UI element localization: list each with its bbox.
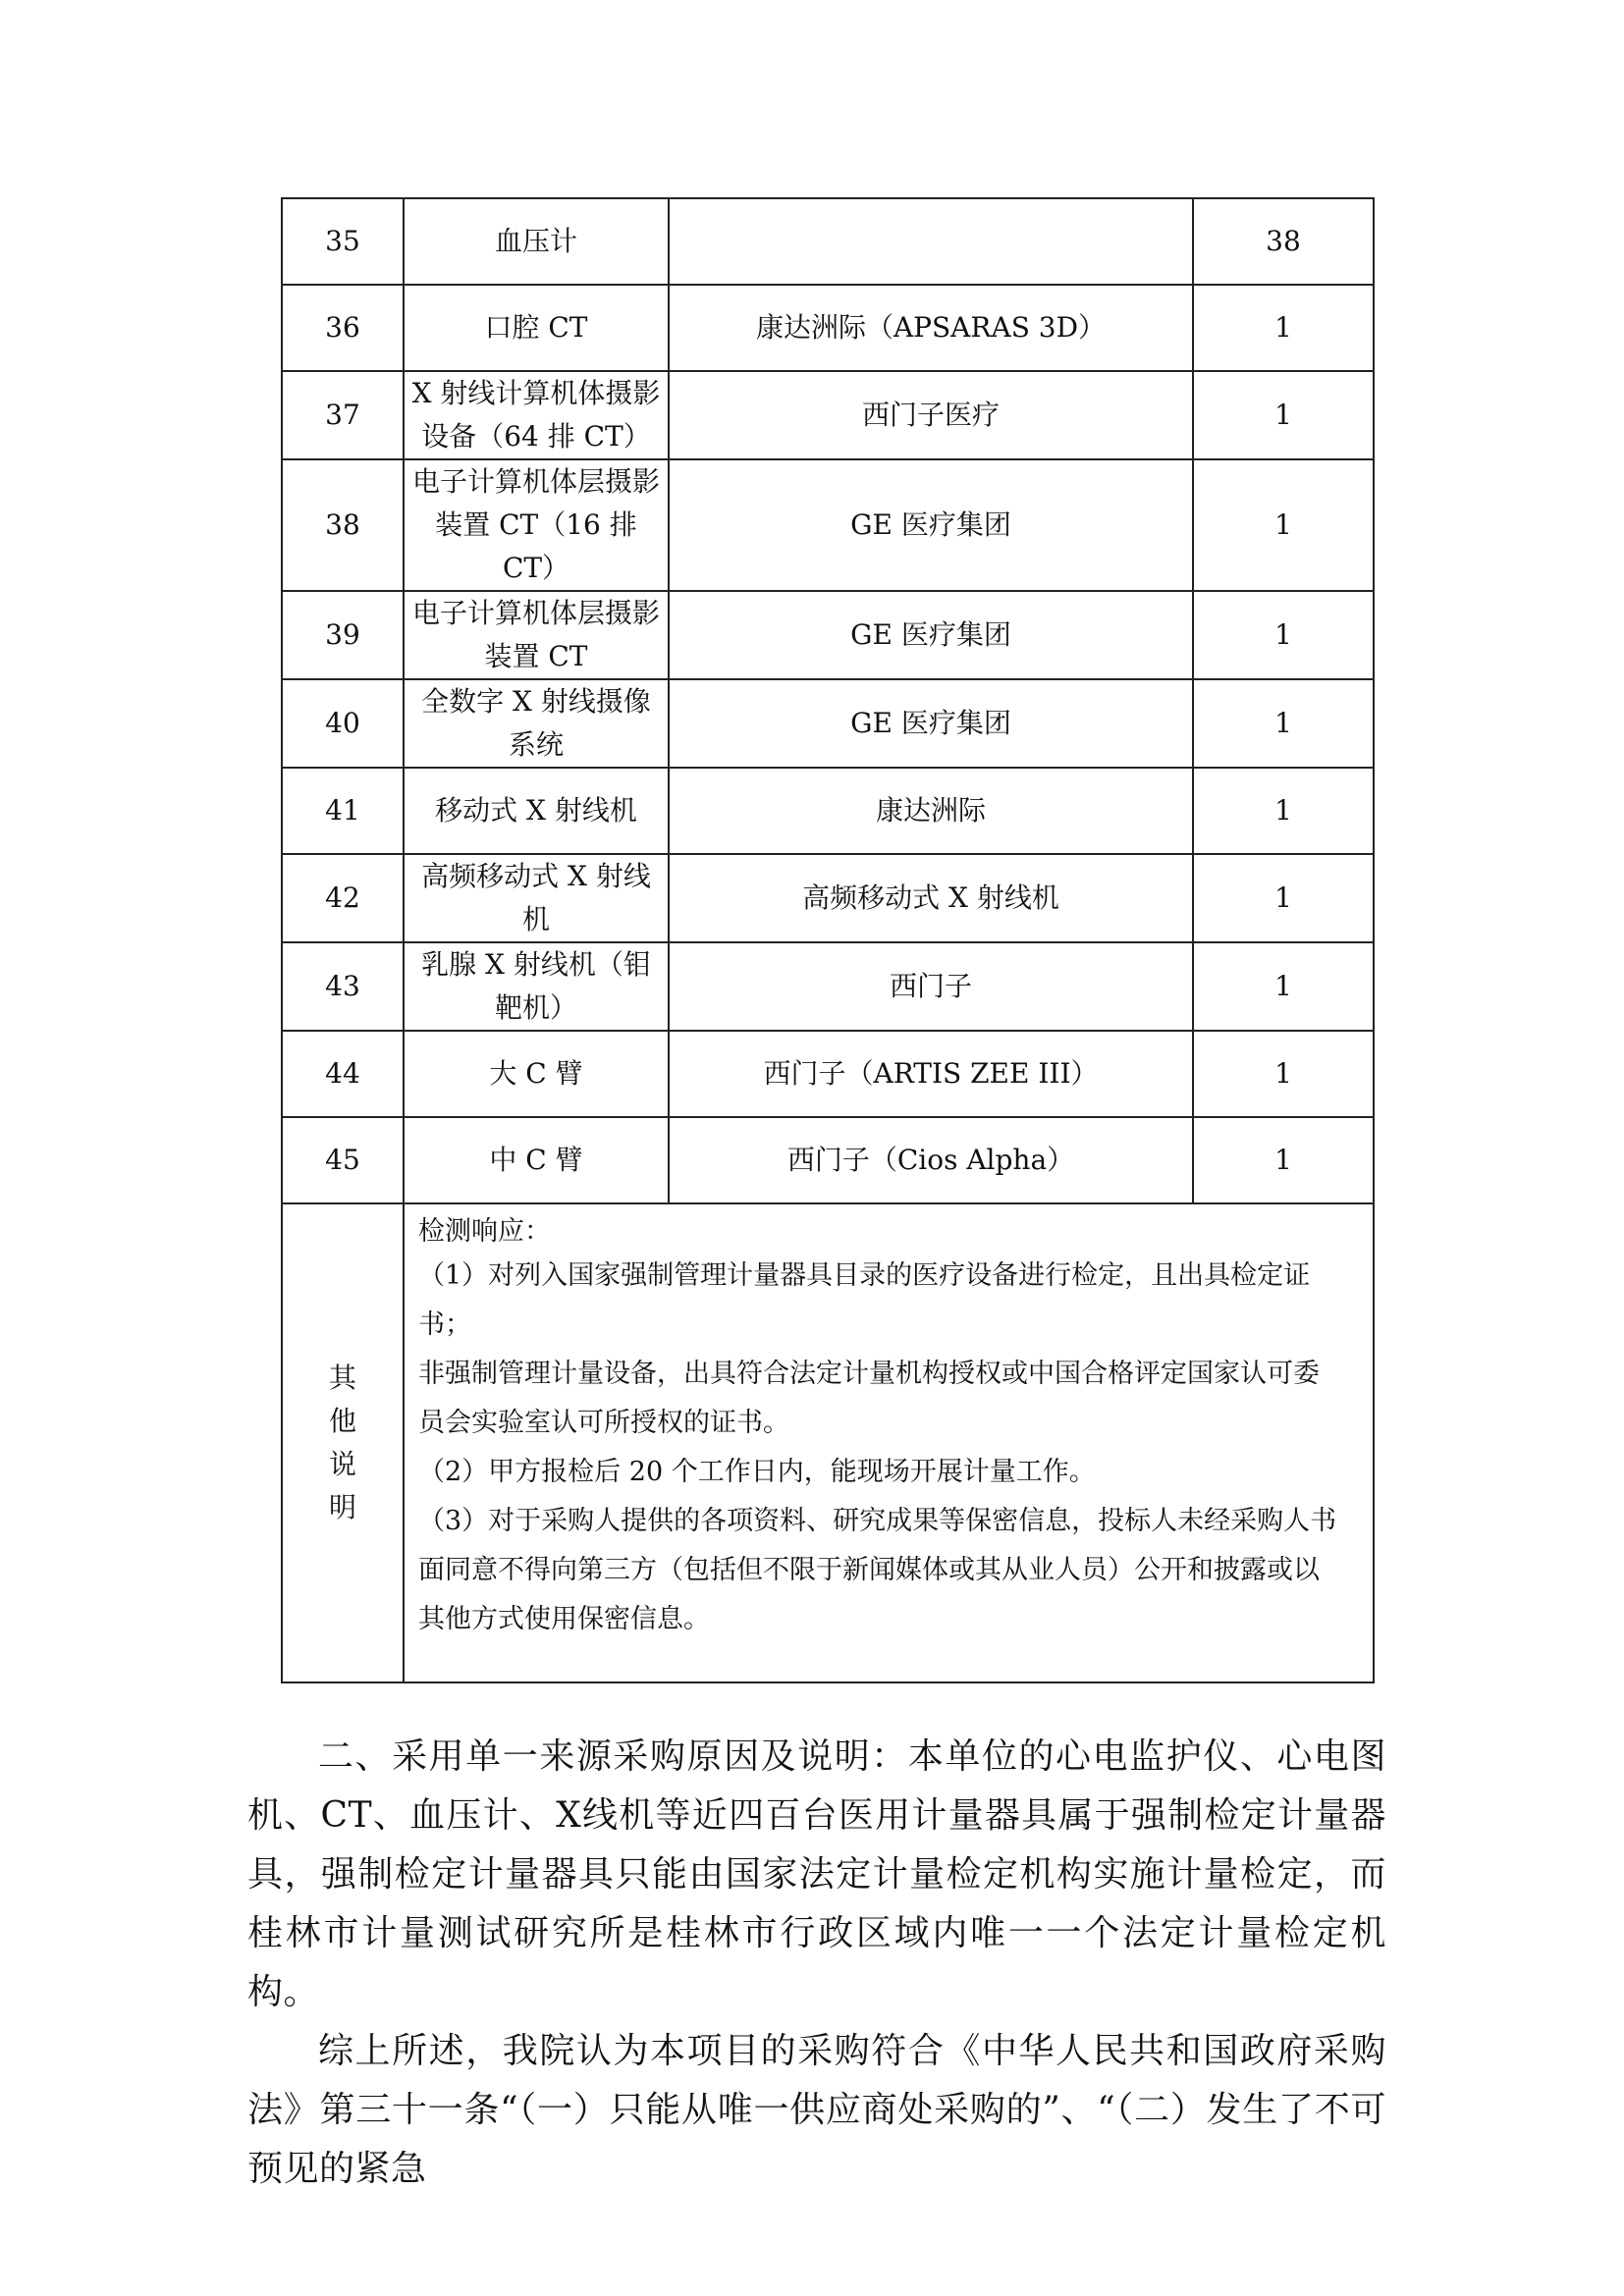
quantity: 1 <box>1193 371 1374 459</box>
equipment-name: 移动式 X 射线机 <box>404 768 669 854</box>
row-number: 44 <box>282 1031 404 1117</box>
quantity: 1 <box>1193 285 1374 371</box>
table-row <box>282 285 1374 371</box>
quantity: 1 <box>1193 942 1374 1031</box>
table-row <box>282 679 1374 768</box>
equipment-name: 电子计算机体层摄影装置 CT <box>404 591 669 679</box>
manufacturer: GE 医疗集团 <box>669 679 1193 768</box>
manufacturer: GE 医疗集团 <box>669 459 1193 591</box>
paragraph: 二、采用单一来源采购原因及说明：本单位的心电监护仪、心电图机、CT、血压计、X线机等近四百台医用计量器具属于强制检定计量器具，强制检定计量器具只能由国家法定计量检定机构实施计量检定，而桂林市计量测试研究所是桂林市行政区域内唯一一个法定计量检定机构。 <box>247 1736 1386 2012</box>
manufacturer: 西门子 <box>669 942 1193 1031</box>
quantity: 1 <box>1193 854 1374 942</box>
row-number: 42 <box>282 854 404 942</box>
row-number: 37 <box>282 371 404 459</box>
notes-line: 面同意不得向第三方（包括但不限于新闻媒体或其从业人员）公开和披露或以 <box>418 1555 1320 1585</box>
table-row <box>282 371 1374 459</box>
equipment-name: 电子计算机体层摄影装置 CT（16 排 CT） <box>404 459 669 591</box>
row-number: 38 <box>282 459 404 591</box>
table-row <box>282 1117 1374 1203</box>
row-number: 39 <box>282 591 404 679</box>
table-row <box>282 854 1374 942</box>
equipment-name: 全数字 X 射线摄像系统 <box>404 679 669 768</box>
manufacturer: 西门子（ARTIS ZEE III） <box>669 1031 1193 1117</box>
row-number: 43 <box>282 942 404 1031</box>
paragraph: 综上所述，我院认为本项目的采购符合《中华人民共和国政府采购法》第三十一条“（一）只能从唯一供应商处采购的”、“（二）发生了不可预见的紧急 <box>247 2031 1386 2189</box>
table-row <box>282 198 1374 285</box>
equipment-name: 中 C 臂 <box>404 1117 669 1203</box>
quantity: 1 <box>1193 768 1374 854</box>
notes-line: （1）对列入国家强制管理计量器具目录的医疗设备进行检定，且出具检定证书； <box>418 1260 1311 1340</box>
table-row <box>282 1031 1374 1117</box>
manufacturer: 西门子医疗 <box>669 371 1193 459</box>
row-number: 40 <box>282 679 404 768</box>
row-number: 35 <box>282 198 404 285</box>
row-number: 36 <box>282 285 404 371</box>
equipment-name: 高频移动式 X 射线机 <box>404 854 669 942</box>
manufacturer: 高频移动式 X 射线机 <box>669 854 1193 942</box>
quantity: 1 <box>1193 679 1374 768</box>
notes-line: 非强制管理计量设备，出具符合法定计量机构授权或中国合格评定国家认可委 <box>418 1359 1320 1389</box>
notes-label-char: 其 <box>328 1362 356 1394</box>
table-row <box>282 942 1374 1031</box>
quantity: 1 <box>1193 459 1374 591</box>
row-number: 45 <box>282 1117 404 1203</box>
equipment-name: 血压计 <box>404 198 669 285</box>
notes-label-char: 说 <box>328 1448 356 1480</box>
manufacturer: 西门子（Cios Alpha） <box>669 1117 1193 1203</box>
manufacturer: 康达洲际 <box>669 768 1193 854</box>
equipment-name: 乳腺 X 射线机（钼靶机） <box>404 942 669 1031</box>
table-row <box>282 768 1374 854</box>
notes-line: 其他方式使用保密信息。 <box>418 1604 710 1634</box>
notes-label-char: 明 <box>328 1491 356 1523</box>
notes-row <box>282 1203 1374 1682</box>
equipment-name: X 射线计算机体摄影设备（64 排 CT） <box>404 371 669 459</box>
notes-line: 检测响应： <box>418 1216 551 1247</box>
table-row <box>282 591 1374 679</box>
table-row <box>282 459 1374 591</box>
manufacturer: GE 医疗集团 <box>669 591 1193 679</box>
equipment-name: 口腔 CT <box>404 285 669 371</box>
notes-line: （2）甲方报检后 20 个工作日内，能现场开展计量工作。 <box>418 1457 1096 1487</box>
equipment-table <box>281 197 1375 1683</box>
row-number: 41 <box>282 768 404 854</box>
quantity: 1 <box>1193 591 1374 679</box>
manufacturer: 康达洲际（APSARAS 3D） <box>669 285 1193 371</box>
manufacturer <box>669 198 1193 285</box>
notes-content <box>404 1203 1374 1682</box>
quantity: 1 <box>1193 1117 1374 1203</box>
notes-line: （3）对于采购人提供的各项资料、研究成果等保密信息，投标人未经采购人书 <box>418 1506 1337 1536</box>
quantity: 1 <box>1193 1031 1374 1117</box>
body-text <box>247 1728 1386 2199</box>
notes-label <box>282 1203 404 1682</box>
notes-label-char: 他 <box>328 1405 356 1437</box>
equipment-name: 大 C 臂 <box>404 1031 669 1117</box>
notes-line: 员会实验室认可所授权的证书。 <box>418 1408 789 1438</box>
quantity: 38 <box>1193 198 1374 285</box>
